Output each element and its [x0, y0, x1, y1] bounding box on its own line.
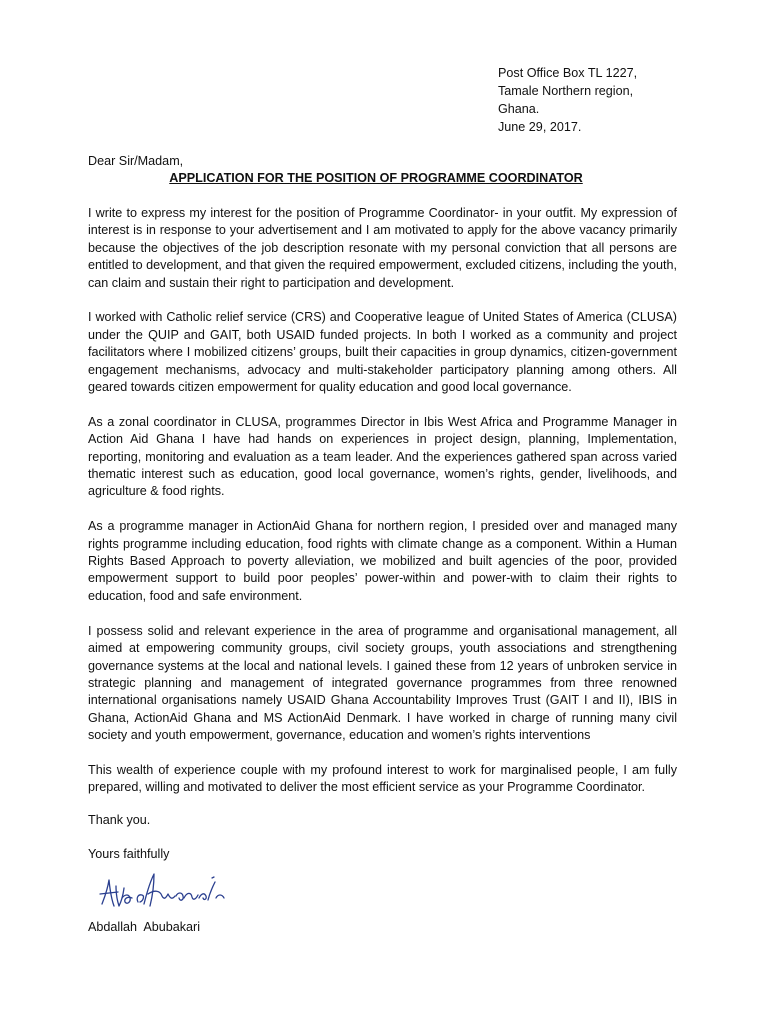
address-line-1: Post Office Box TL 1227, [498, 66, 638, 80]
sender-address [498, 64, 738, 136]
body-paragraph-1: I write to express my interest for the position of Programme Coordinator- in your outfit. My expression of interest is in response to your advertisement and I am motivated to apply for the above vacancy primarily because the objectives of the job description resonate with my personal conviction that all persons are entitled to development, and that given the required empowerment, excluded citizens, including the youth, can claim and sustain their right to participation and development. [88, 206, 677, 290]
body-paragraph-4: As a programme manager in ActionAid Ghana for northern region, I presided over and managed many rights programme including education, food rights with climate change as a component. Within a Human Rights Based Approach to poverty alleviation, we mobilized and built agencies of the poor, provided empowerment support to build poor peoples’ power-within and power-with to claim their rights to education, food and safe environment. [88, 519, 677, 603]
body-paragraph-6: This wealth of experience couple with my profound interest to work for marginalised people, I am fully prepared, willing and motivated to deliver the most efficient service as your Programme Coordinator. [88, 762, 677, 795]
body-paragraph-2: I worked with Catholic relief service (CRS) and Cooperative league of United States of America (CLUSA) under the QUIP and GAIT, both USAID funded projects. In both I worked as a community and project facilitators where I mobilized citizens’ groups, built their capacities in group dynamics, citizen-government engagement mechanisms, advocacy and multi-stakeholder participatory planning among others. All geared towards citizen empowerment for quality education and good local governance. [88, 310, 677, 395]
address-line-2: Tamale Northern region, [498, 84, 634, 98]
signatory-name: Abdallah Abubakari [88, 920, 201, 934]
closing-yours-faithfully: Yours faithfully [88, 847, 170, 861]
letter-date: June 29, 2017. [498, 120, 582, 134]
salutation: Dear Sir/Madam, [88, 154, 184, 168]
handwritten-signature-icon [92, 868, 242, 918]
body-paragraph-3: As a zonal coordinator in CLUSA, programmes Director in Ibis West Africa and Programme Manager in Action Aid Ghana I have had hands on experiences in project design, planning, Implementation, reporting, monitoring and evaluation as a team leader. And the experiences gathered span across varied thematic interest such as education, good local governance, women’s rights, gender, livelihoods, and agriculture & food rights. [88, 414, 677, 499]
address-line-3: Ghana. [498, 102, 540, 116]
body-paragraph-5: I possess solid and relevant experience in the area of programme and organisational management, all aimed at empowering community groups, civil society groups, youth associations and strengthening governance systems at the local and national levels. I gained these from 12 years of unbroken service in strategic planning and management of integrated governance programmes from three renowned international organisations namely USAID Ghana Accountability Improves Trust (GAIT I and II), IBIS in Ghana, ActionAid Ghana and MS ActionAid Denmark. I have worked in charge of running many civil society and youth empowerment, governance, education and women’s rights interventions [88, 623, 677, 743]
letter-body [88, 205, 677, 814]
subject-line: APPLICATION FOR THE POSITION OF PROGRAMME COORDINATOR [169, 171, 583, 185]
closing-thanks: Thank you. [88, 813, 151, 827]
